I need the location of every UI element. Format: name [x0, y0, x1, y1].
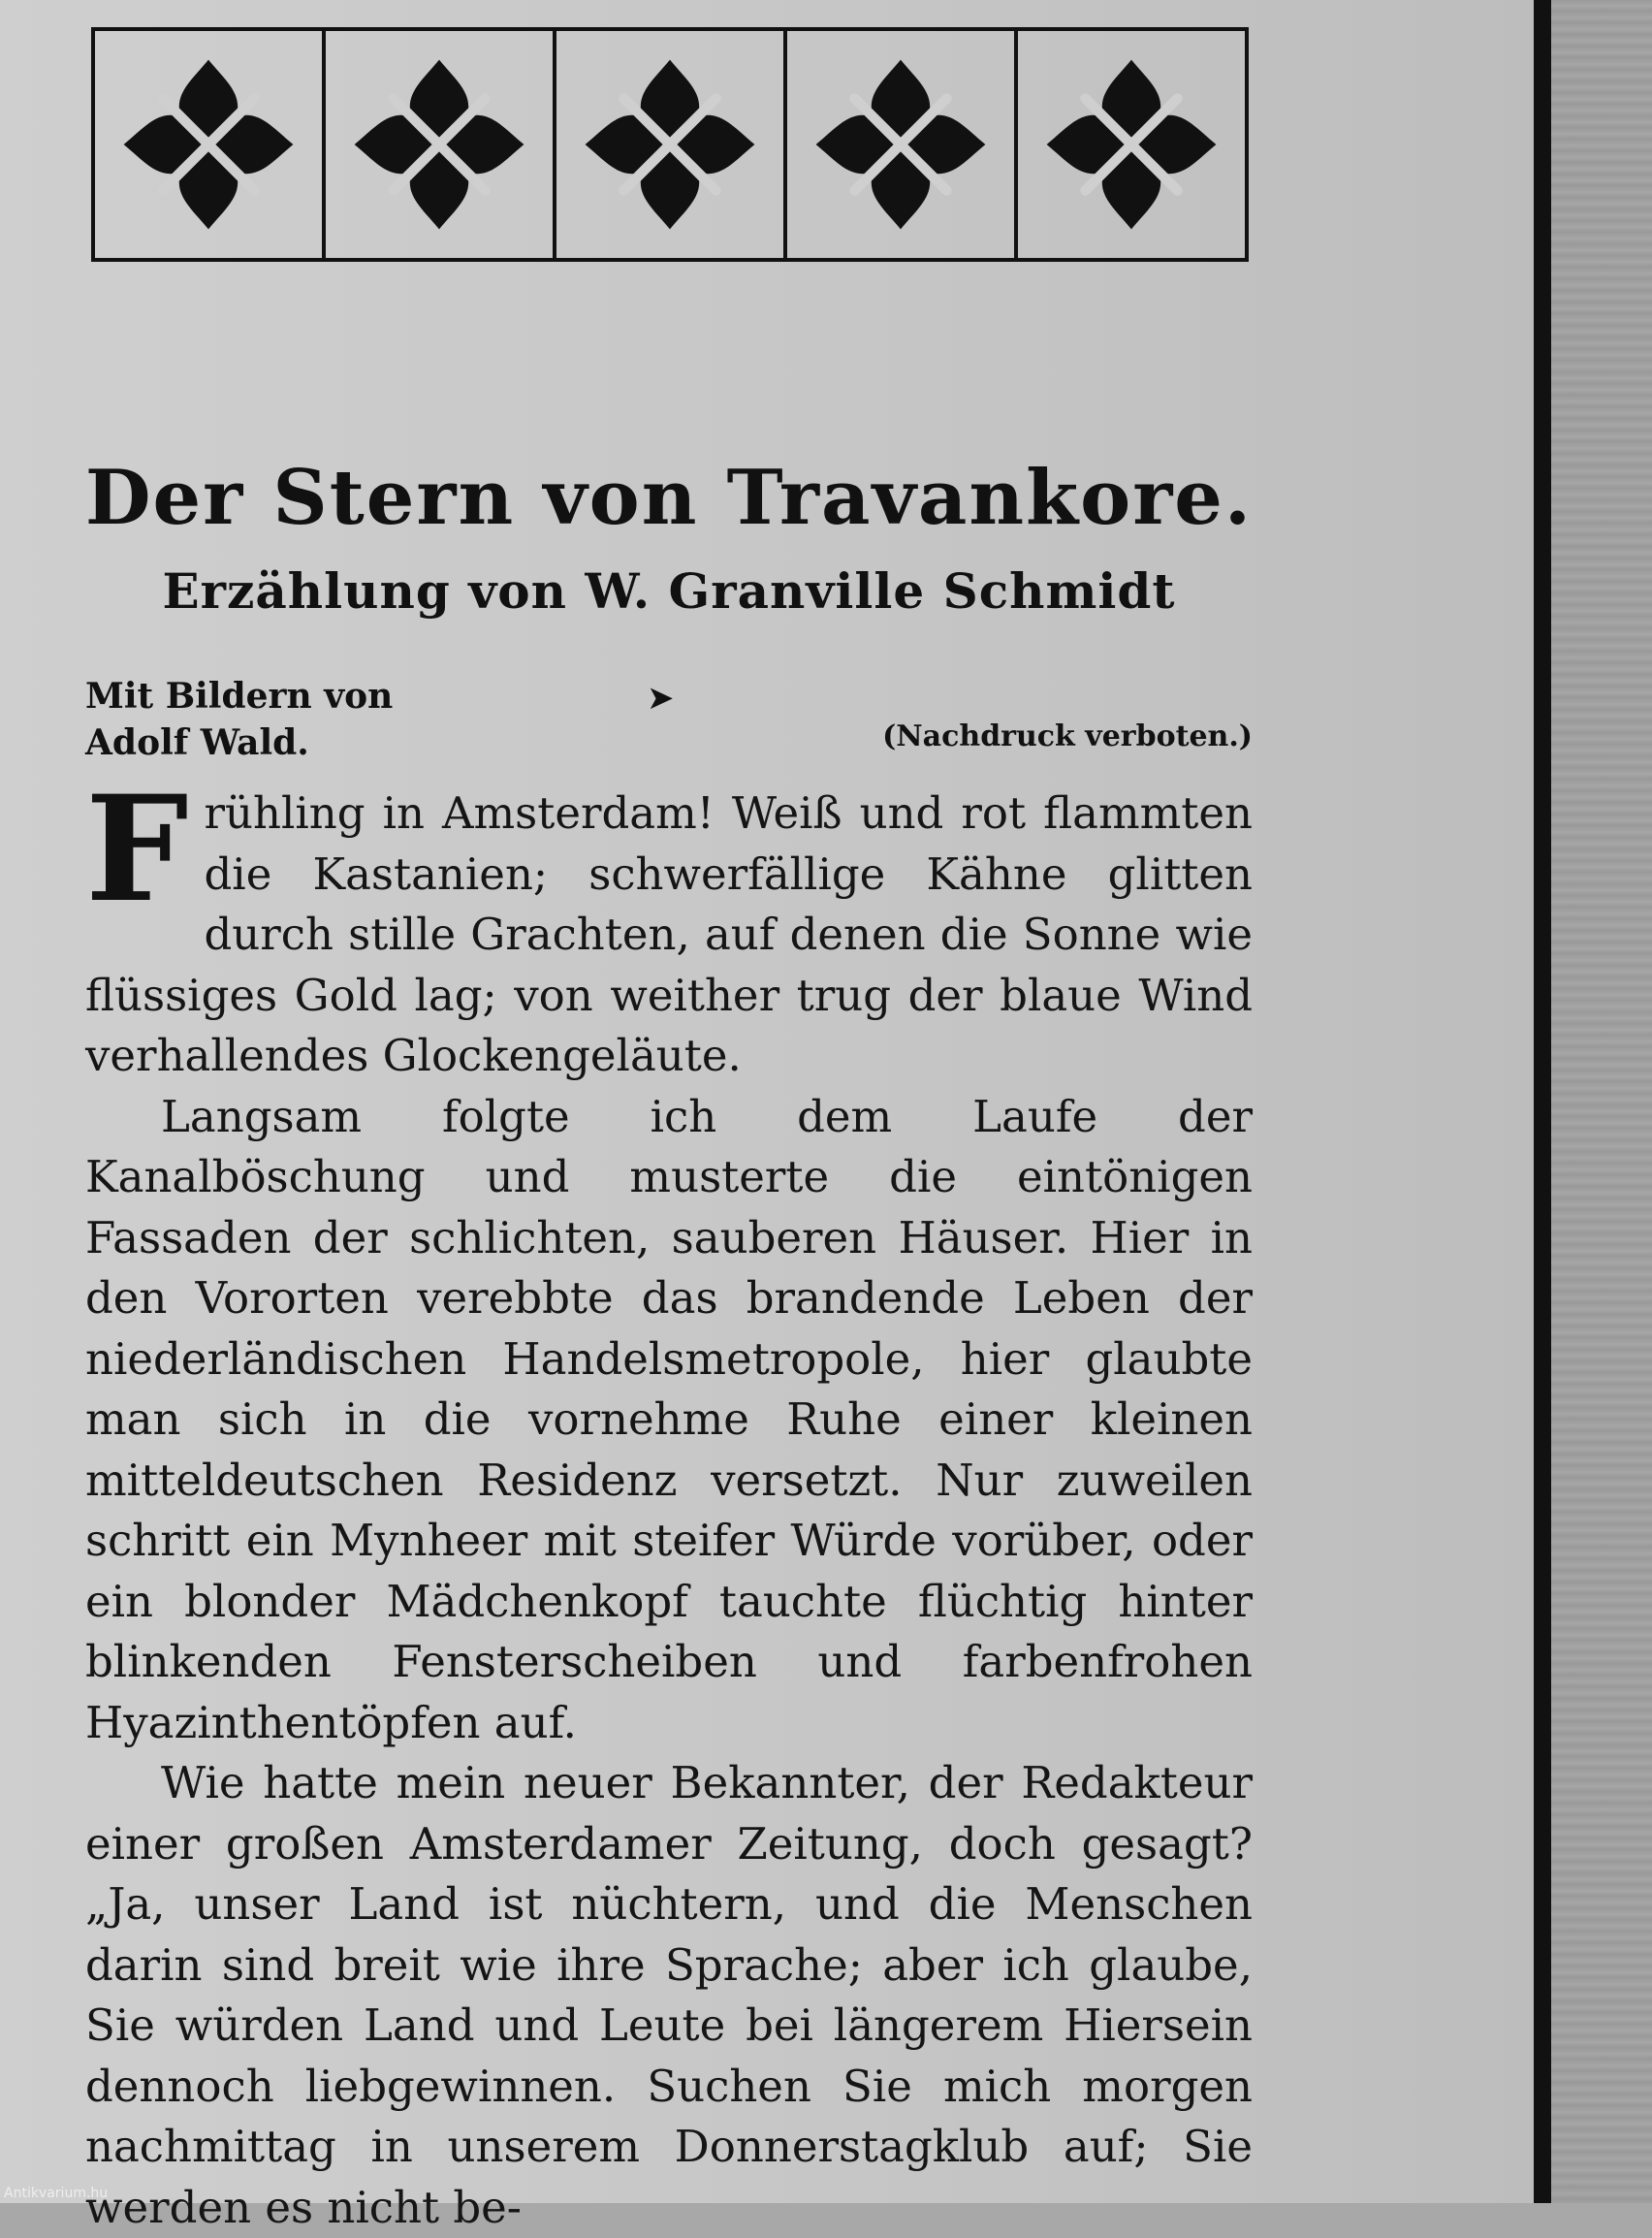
ornament-cell-3	[556, 31, 787, 258]
four-leaf-cross-ornament-icon	[1039, 52, 1223, 237]
four-leaf-cross-ornament-icon	[116, 52, 301, 237]
four-leaf-cross-ornament-icon	[809, 52, 993, 237]
article-title: Der Stern von Travankore.	[84, 454, 1254, 542]
ornament-cell-4	[787, 31, 1018, 258]
paragraph-1	[85, 764, 1253, 1087]
arrow-ornament-icon: ➤	[647, 679, 675, 718]
watermark-text: Antikvarium.hu	[4, 2186, 109, 2201]
credit-line-1: Mit Bildern von	[85, 676, 394, 717]
article-subtitle: Erzählung von W. Granville Schmidt	[162, 562, 1176, 620]
ornament-cell-5	[1018, 31, 1245, 258]
ornament-cell-1	[95, 31, 326, 258]
illustration-credit	[85, 673, 393, 766]
article-body	[85, 764, 1253, 2238]
paragraph-1-text: rühling in Amsterdam! Weiß und rot flammten die Kastanien; schwerfällige Kähne glitten durch stille Grachten, auf denen die Sonne wie flüssiges Gold lag; von weither trug der blaue Wind verhallendes Glockengeläute.	[85, 787, 1253, 1081]
credit-line-2: Adolf Wald.	[85, 722, 309, 763]
four-leaf-cross-ornament-icon	[347, 52, 531, 237]
paragraph-2: Langsam folgte ich dem Laufe der Kanalböschung und musterte die eintönigen Fassaden der schlichten, sauberen Häuser. Hier in den Vororten verebbte das brandende Leben der niederländischen Handelsmetropole, hier glaubte man sich in die vornehme Ruhe einer kleinen mitteldeutschen Residenz versetzt. Nur zuweilen schritt ein Mynheer mit steifer Würde vorüber, oder ein blonder Mädchenkopf tauchte flüchtig hinter blinkenden Fensterscheiben und farbenfrohen Hyazinthentöpfen auf.	[85, 1090, 1253, 1748]
four-leaf-cross-ornament-icon	[578, 52, 762, 237]
adjacent-page-edge	[1551, 0, 1652, 2203]
ornament-cell-2	[326, 31, 556, 258]
ornament-header-band	[91, 27, 1249, 262]
reprint-notice: (Nachdruck verboten.)	[882, 719, 1253, 753]
page-spine-shadow	[1534, 0, 1551, 2203]
paragraph-3: Wie hatte mein neuer Bekannter, der Redakteur einer großen Amsterdamer Zeitung, doch gesagt? „Ja, unser Land ist nüchtern, und die Menschen darin sind breit wie ihre Sprache; aber ich glaube, Sie würden Land und Leute bei längerem Hiersein dennoch liebgewinnen. Suchen Sie mich morgen nachmittag in unserem Donnerstagklub auf; Sie werden es nicht be-	[85, 1757, 1253, 2233]
drop-cap: F	[85, 764, 189, 935]
